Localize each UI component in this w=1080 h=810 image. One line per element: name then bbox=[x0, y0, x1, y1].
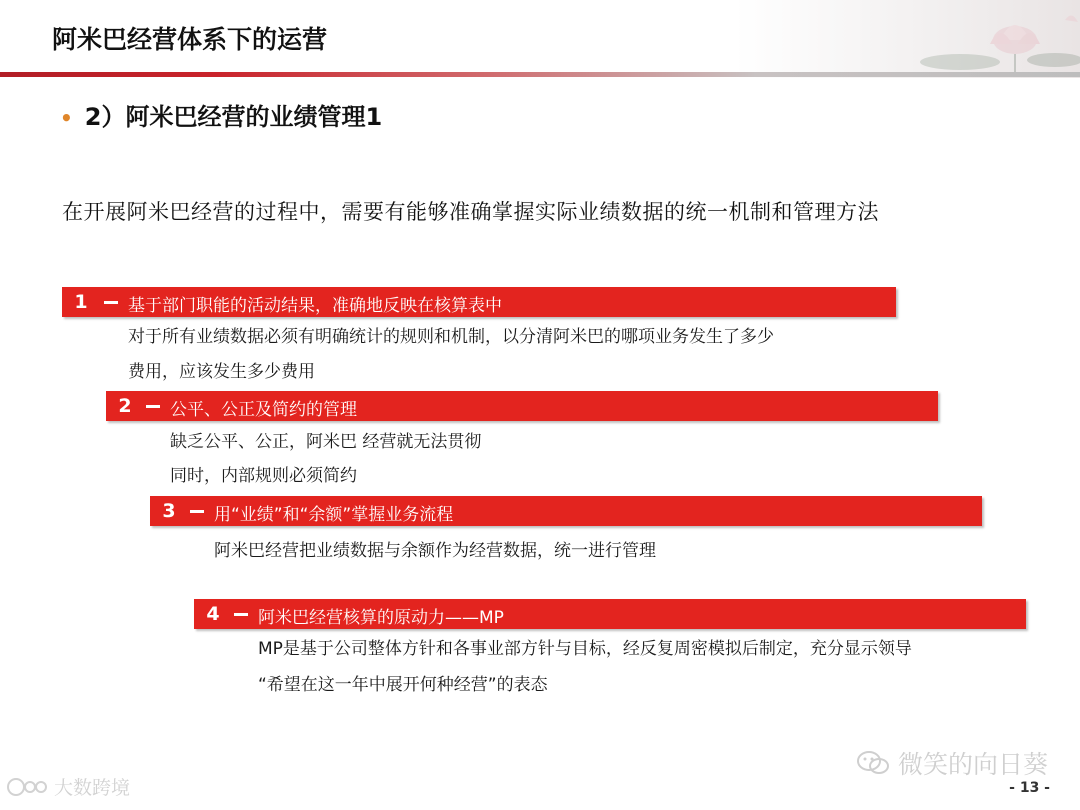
item-heading: 公平、公正及简约的管理 bbox=[170, 400, 357, 420]
lotus-decoration-icon bbox=[840, 0, 1080, 76]
slide-header bbox=[0, 0, 1080, 78]
item-number: 2 bbox=[118, 395, 132, 417]
item-description-line: 费用，应该发生多少费用 bbox=[128, 362, 315, 382]
page-number: - 13 - bbox=[1009, 780, 1050, 796]
header-divider bbox=[0, 72, 1080, 77]
item-heading: 基于部门职能的活动结果，准确地反映在核算表中 bbox=[128, 296, 502, 316]
item-description-line: “希望在这一年中展开何种经营”的表态 bbox=[258, 675, 548, 695]
item-connector bbox=[190, 510, 204, 513]
item-connector bbox=[234, 613, 248, 616]
bullet-icon: • bbox=[60, 106, 73, 130]
item-description-line: 阿米巴经营把业绩数据与余额作为经营数据，统一进行管理 bbox=[214, 541, 656, 561]
item-number: 3 bbox=[162, 500, 176, 522]
intro-text: 在开展阿米巴经营的过程中，需要有能够准确掌握实际业绩数据的统一机制和管理方法 bbox=[62, 200, 879, 224]
item-connector bbox=[146, 405, 160, 408]
section-heading bbox=[60, 97, 382, 132]
logo-watermark bbox=[6, 773, 130, 800]
wechat-watermark-text: 微笑的向日葵 bbox=[897, 750, 1048, 779]
logo-watermark-text: 大数跨境 bbox=[54, 777, 131, 799]
item-description-line: 对于所有业绩数据必须有明确统计的规则和机制，以分清阿米巴的哪项业务发生了多少 bbox=[128, 327, 774, 347]
wechat-icon bbox=[856, 750, 890, 776]
wechat-watermark bbox=[856, 745, 1048, 781]
item-number: 4 bbox=[206, 603, 220, 625]
item-heading: 用“业绩”和“余额”掌握业务流程 bbox=[214, 505, 454, 525]
item-description-line: MP是基于公司整体方针和各事业部方针与目标，经反复周密模拟后制定，充分显示领导 bbox=[258, 639, 912, 659]
item-number: 1 bbox=[74, 291, 88, 313]
item-connector bbox=[104, 301, 118, 304]
page-title: 阿米巴经营体系下的运营 bbox=[52, 25, 328, 54]
item-heading: 阿米巴经营核算的原动力——MP bbox=[258, 608, 504, 628]
logo-icon bbox=[6, 776, 48, 798]
section-heading-text: 2）阿米巴经营的业绩管理1 bbox=[84, 103, 383, 131]
item-description-line: 同时，内部规则必须简约 bbox=[170, 466, 357, 486]
item-description-line: 缺乏公平、公正，阿米巴 经营就无法贯彻 bbox=[170, 432, 482, 452]
